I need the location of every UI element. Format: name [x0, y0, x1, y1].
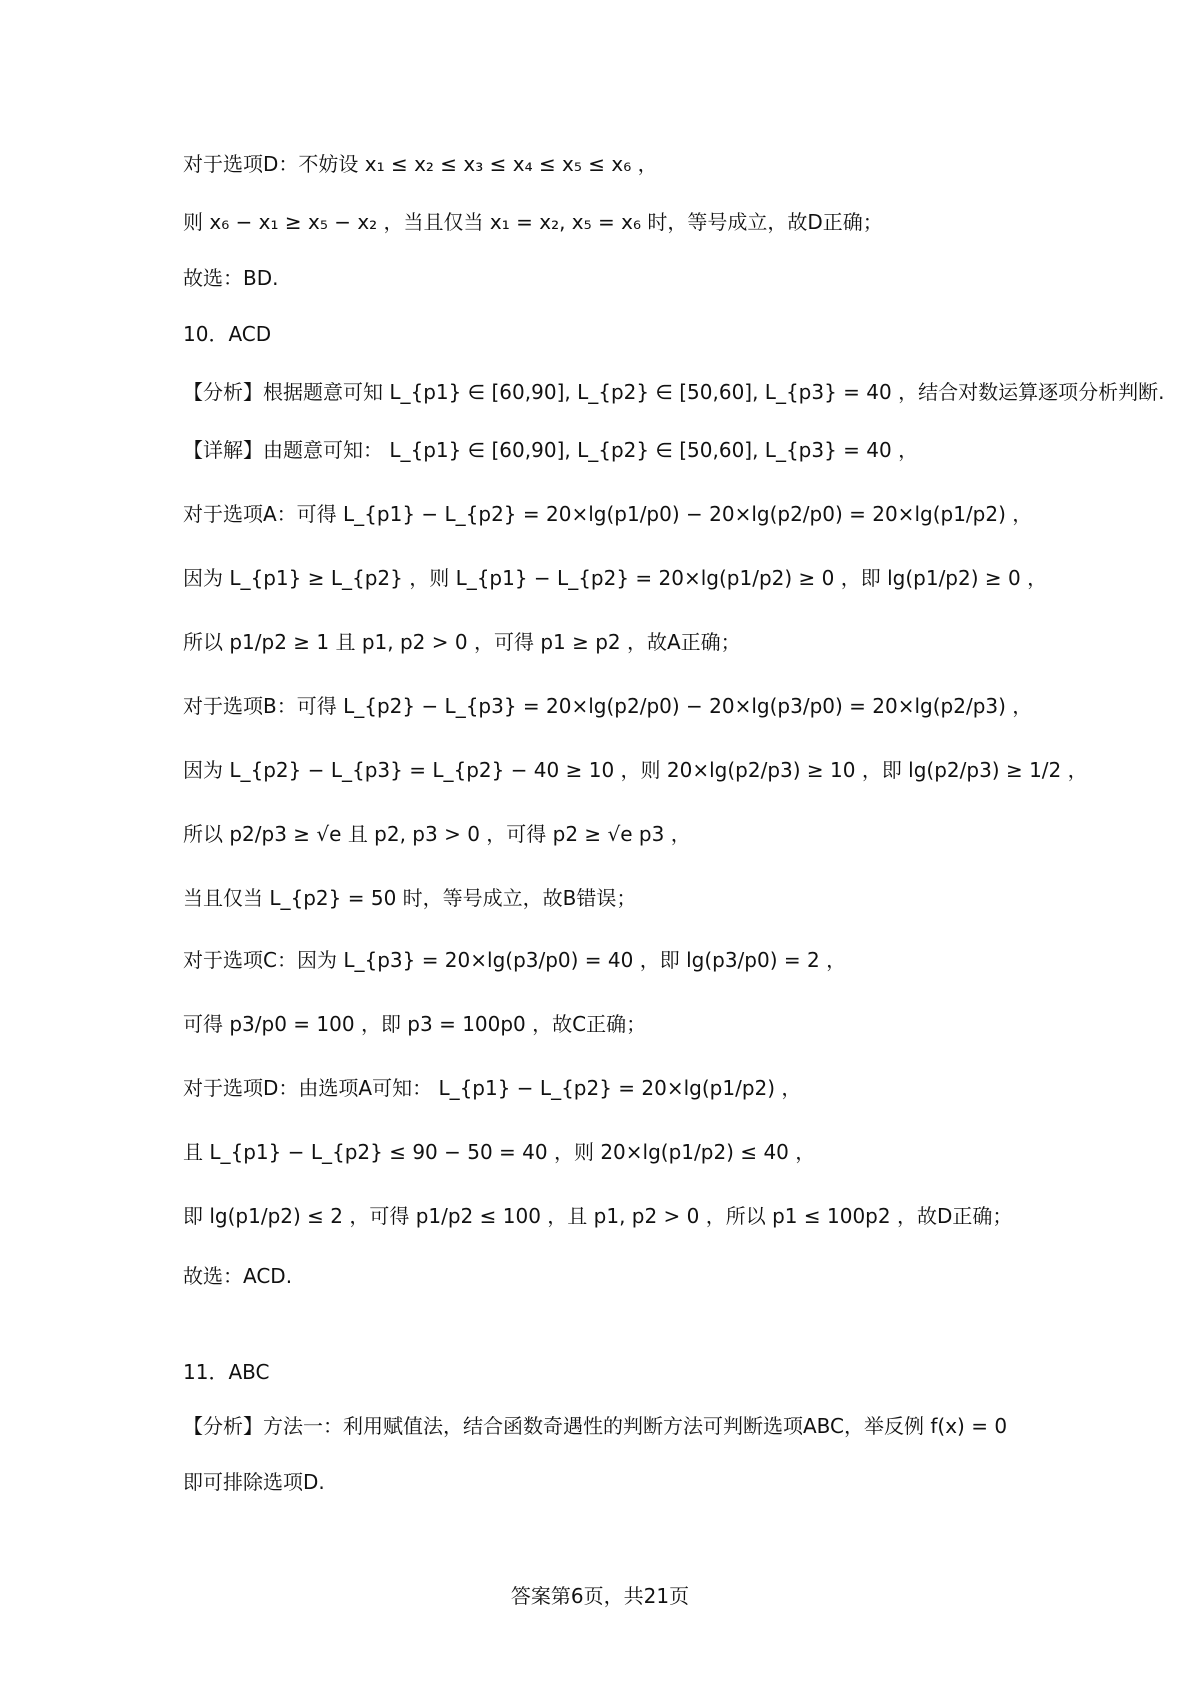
text-line: 对于选项D：由选项A可知： L_{p1} − L_{p2} = 20×lg(p1/p2) ，	[183, 1076, 802, 1100]
text-line: 即可排除选项D.	[183, 1470, 325, 1494]
text-line: 对于选项A：可得 L_{p1} − L_{p2} = 20×lg(p1/p0) − 20×lg(p2/p0) = 20×lg(p1/p2) ，	[183, 502, 1033, 526]
text-line: 故选：ACD.	[183, 1264, 293, 1288]
text-line: 【详解】由题意可知： L_{p1} ∈ [60,90], L_{p2} ∈ [50,60], L_{p3} = 40 ，	[183, 438, 919, 462]
text-line: 则 x₆ − x₁ ≥ x₅ − x₂ ，当且仅当 x₁ = x₂, x₅ = x₆ 时，等号成立，故D正确；	[183, 210, 883, 234]
question-number: 11．ABC	[183, 1360, 270, 1384]
text-line: 因为 L_{p1} ≥ L_{p2} ，则 L_{p1} − L_{p2} = 20×lg(p1/p2) ≥ 0 ，即 lg(p1/p2) ≥ 0 ，	[183, 566, 1048, 590]
text-line: 【分析】根据题意可知 L_{p1} ∈ [60,90], L_{p2} ∈ [50,60], L_{p3} = 40 ，结合对数运算逐项分析判断.	[183, 380, 1165, 404]
text-line: 所以 p2/p3 ≥ √e 且 p2, p3 > 0 ，可得 p2 ≥ √e p3 ，	[183, 822, 691, 846]
text-line: 对于选项C：因为 L_{p3} = 20×lg(p3/p0) = 40 ，即 lg(p3/p0) = 2 ，	[183, 948, 847, 972]
text-line: 故选：BD.	[183, 266, 279, 290]
text-line: 所以 p1/p2 ≥ 1 且 p1, p2 > 0 ，可得 p1 ≥ p2 ，故A正确；	[183, 630, 741, 654]
text-line: 对于选项D：不妨设 x₁ ≤ x₂ ≤ x₃ ≤ x₄ ≤ x₅ ≤ x₆ ，	[183, 152, 658, 176]
text-line: 【分析】方法一：利用赋值法，结合函数奇遇性的判断方法可判断选项ABC，举反例 f(x) = 0	[183, 1414, 1008, 1438]
text-line: 可得 p3/p0 = 100 ，即 p3 = 100p0 ，故C正确；	[183, 1012, 647, 1036]
text-line: 且 L_{p1} − L_{p2} ≤ 90 − 50 = 40 ，则 20×lg(p1/p2) ≤ 40 ，	[183, 1140, 816, 1164]
text-line: 对于选项B：可得 L_{p2} − L_{p3} = 20×lg(p2/p0) − 20×lg(p3/p0) = 20×lg(p2/p3) ，	[183, 694, 1033, 718]
question-number: 10．ACD	[183, 322, 272, 346]
text-line: 当且仅当 L_{p2} = 50 时，等号成立，故B错误；	[183, 886, 637, 910]
text-line: 即 lg(p1/p2) ≤ 2 ，可得 p1/p2 ≤ 100 ，且 p1, p2 > 0 ，所以 p1 ≤ 100p2 ，故D正确；	[183, 1204, 1013, 1228]
text-line: 因为 L_{p2} − L_{p3} = L_{p2} − 40 ≥ 10 ，则 20×lg(p2/p3) ≥ 10 ，即 lg(p2/p3) ≥ 1/2 ，	[183, 758, 1088, 782]
page-footer: 答案第6页，共21页	[510, 1584, 690, 1608]
